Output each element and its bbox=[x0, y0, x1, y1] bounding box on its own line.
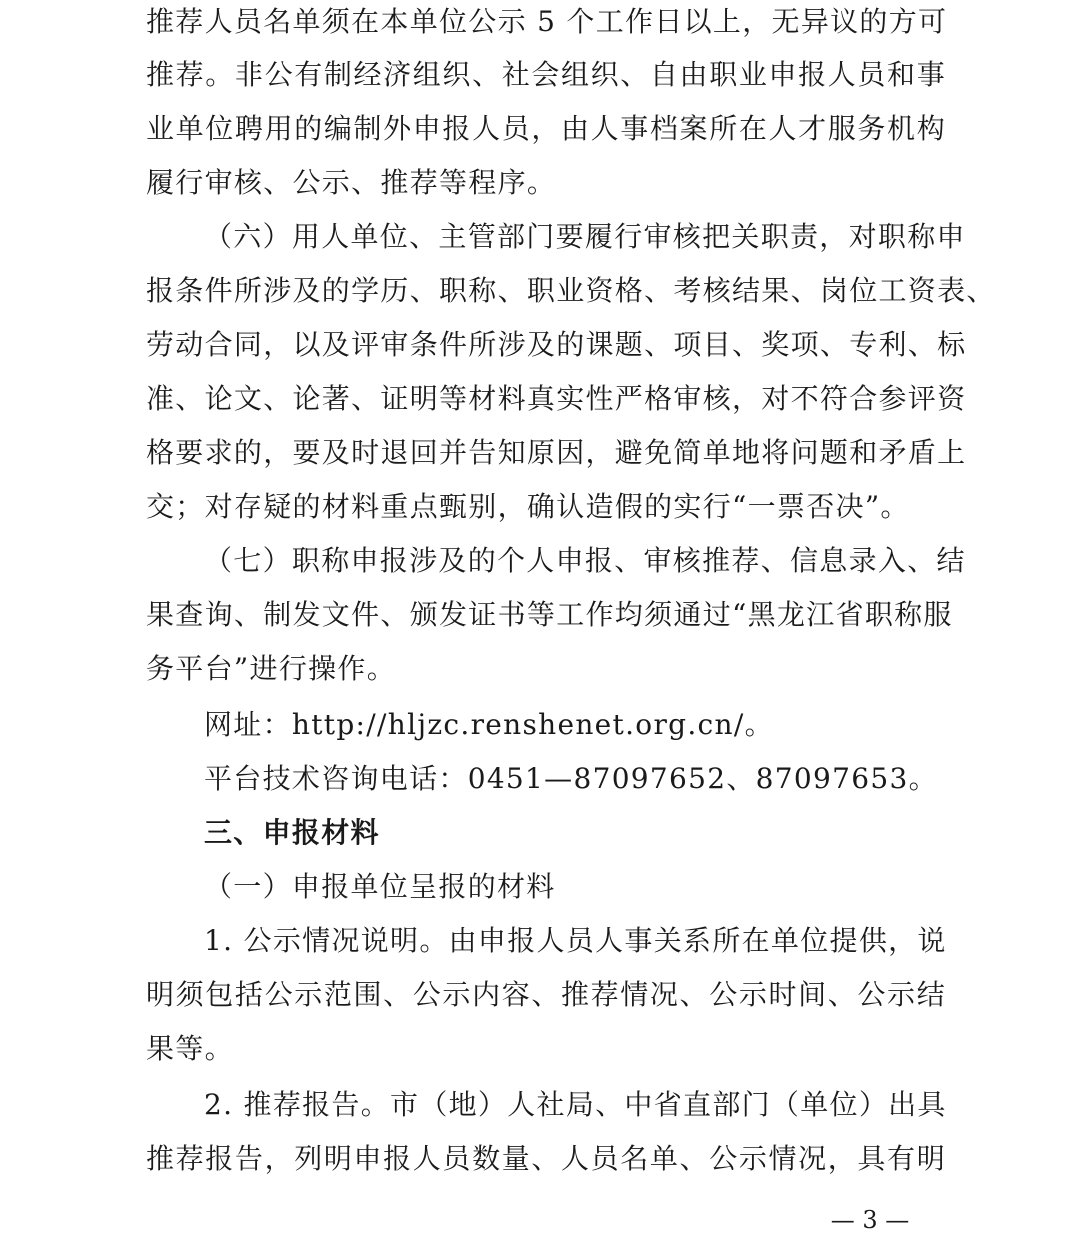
body-text-line: 果查询、制发文件、颁发证书等工作均须通过“黑龙江省职称服 bbox=[146, 598, 953, 631]
body-text-line: 推荐人员名单须在本单位公示 5 个工作日以上，无异议的方可 bbox=[146, 5, 948, 38]
body-text-line: 业单位聘用的编制外申报人员，由人事档案所在人才服务机构 bbox=[146, 112, 946, 145]
body-text-line: 交；对存疑的材料重点甄别，确认造假的实行“一票否决”。 bbox=[146, 490, 910, 523]
section-heading: 三、申报材料 bbox=[204, 816, 380, 849]
item-one-line: 1. 公示情况说明。由申报人员人事关系所在单位提供，说 bbox=[204, 924, 947, 957]
body-text-line: 明须包括公示范围、公示内容、推荐情况、公示时间、公示结 bbox=[146, 978, 946, 1011]
website-line: 网址：http://hljzc.renshenet.org.cn/。 bbox=[204, 708, 774, 741]
item-two-line: 2. 推荐报告。市（地）人社局、中省直部门（单位）出具 bbox=[204, 1088, 947, 1121]
body-text-line: 务平台”进行操作。 bbox=[146, 652, 397, 685]
body-text-line: 准、论文、论著、证明等材料真实性严格审核，对不符合参评资 bbox=[146, 382, 967, 415]
paragraph-six-heading-line: （六）用人单位、主管部门要履行审核把关职责，对职称申 bbox=[204, 220, 966, 253]
body-text-line: 推荐。非公有制经济组织、社会组织、自由职业申报人员和事 bbox=[146, 58, 946, 91]
body-text-line: 果等。 bbox=[146, 1032, 234, 1065]
body-text-line: 推荐报告，列明申报人员数量、人员名单、公示情况，具有明 bbox=[146, 1142, 946, 1175]
phone-line: 平台技术咨询电话：0451—87097652、87097653。 bbox=[204, 762, 938, 795]
body-text-line: 报条件所涉及的学历、职称、职业资格、考核结果、岗位工资表、 bbox=[146, 274, 996, 307]
body-text-line: 劳动合同，以及评审条件所涉及的课题、项目、奖项、专利、标 bbox=[146, 328, 967, 361]
subsection-heading: （一）申报单位呈报的材料 bbox=[204, 870, 556, 903]
body-text-line: 格要求的，要及时退回并告知原因，避免简单地将问题和矛盾上 bbox=[146, 436, 967, 469]
page-number: — 3 — bbox=[830, 1206, 910, 1234]
paragraph-seven-heading-line: （七）职称申报涉及的个人申报、审核推荐、信息录入、结 bbox=[204, 544, 966, 577]
body-text-line: 履行审核、公示、推荐等程序。 bbox=[146, 166, 557, 199]
